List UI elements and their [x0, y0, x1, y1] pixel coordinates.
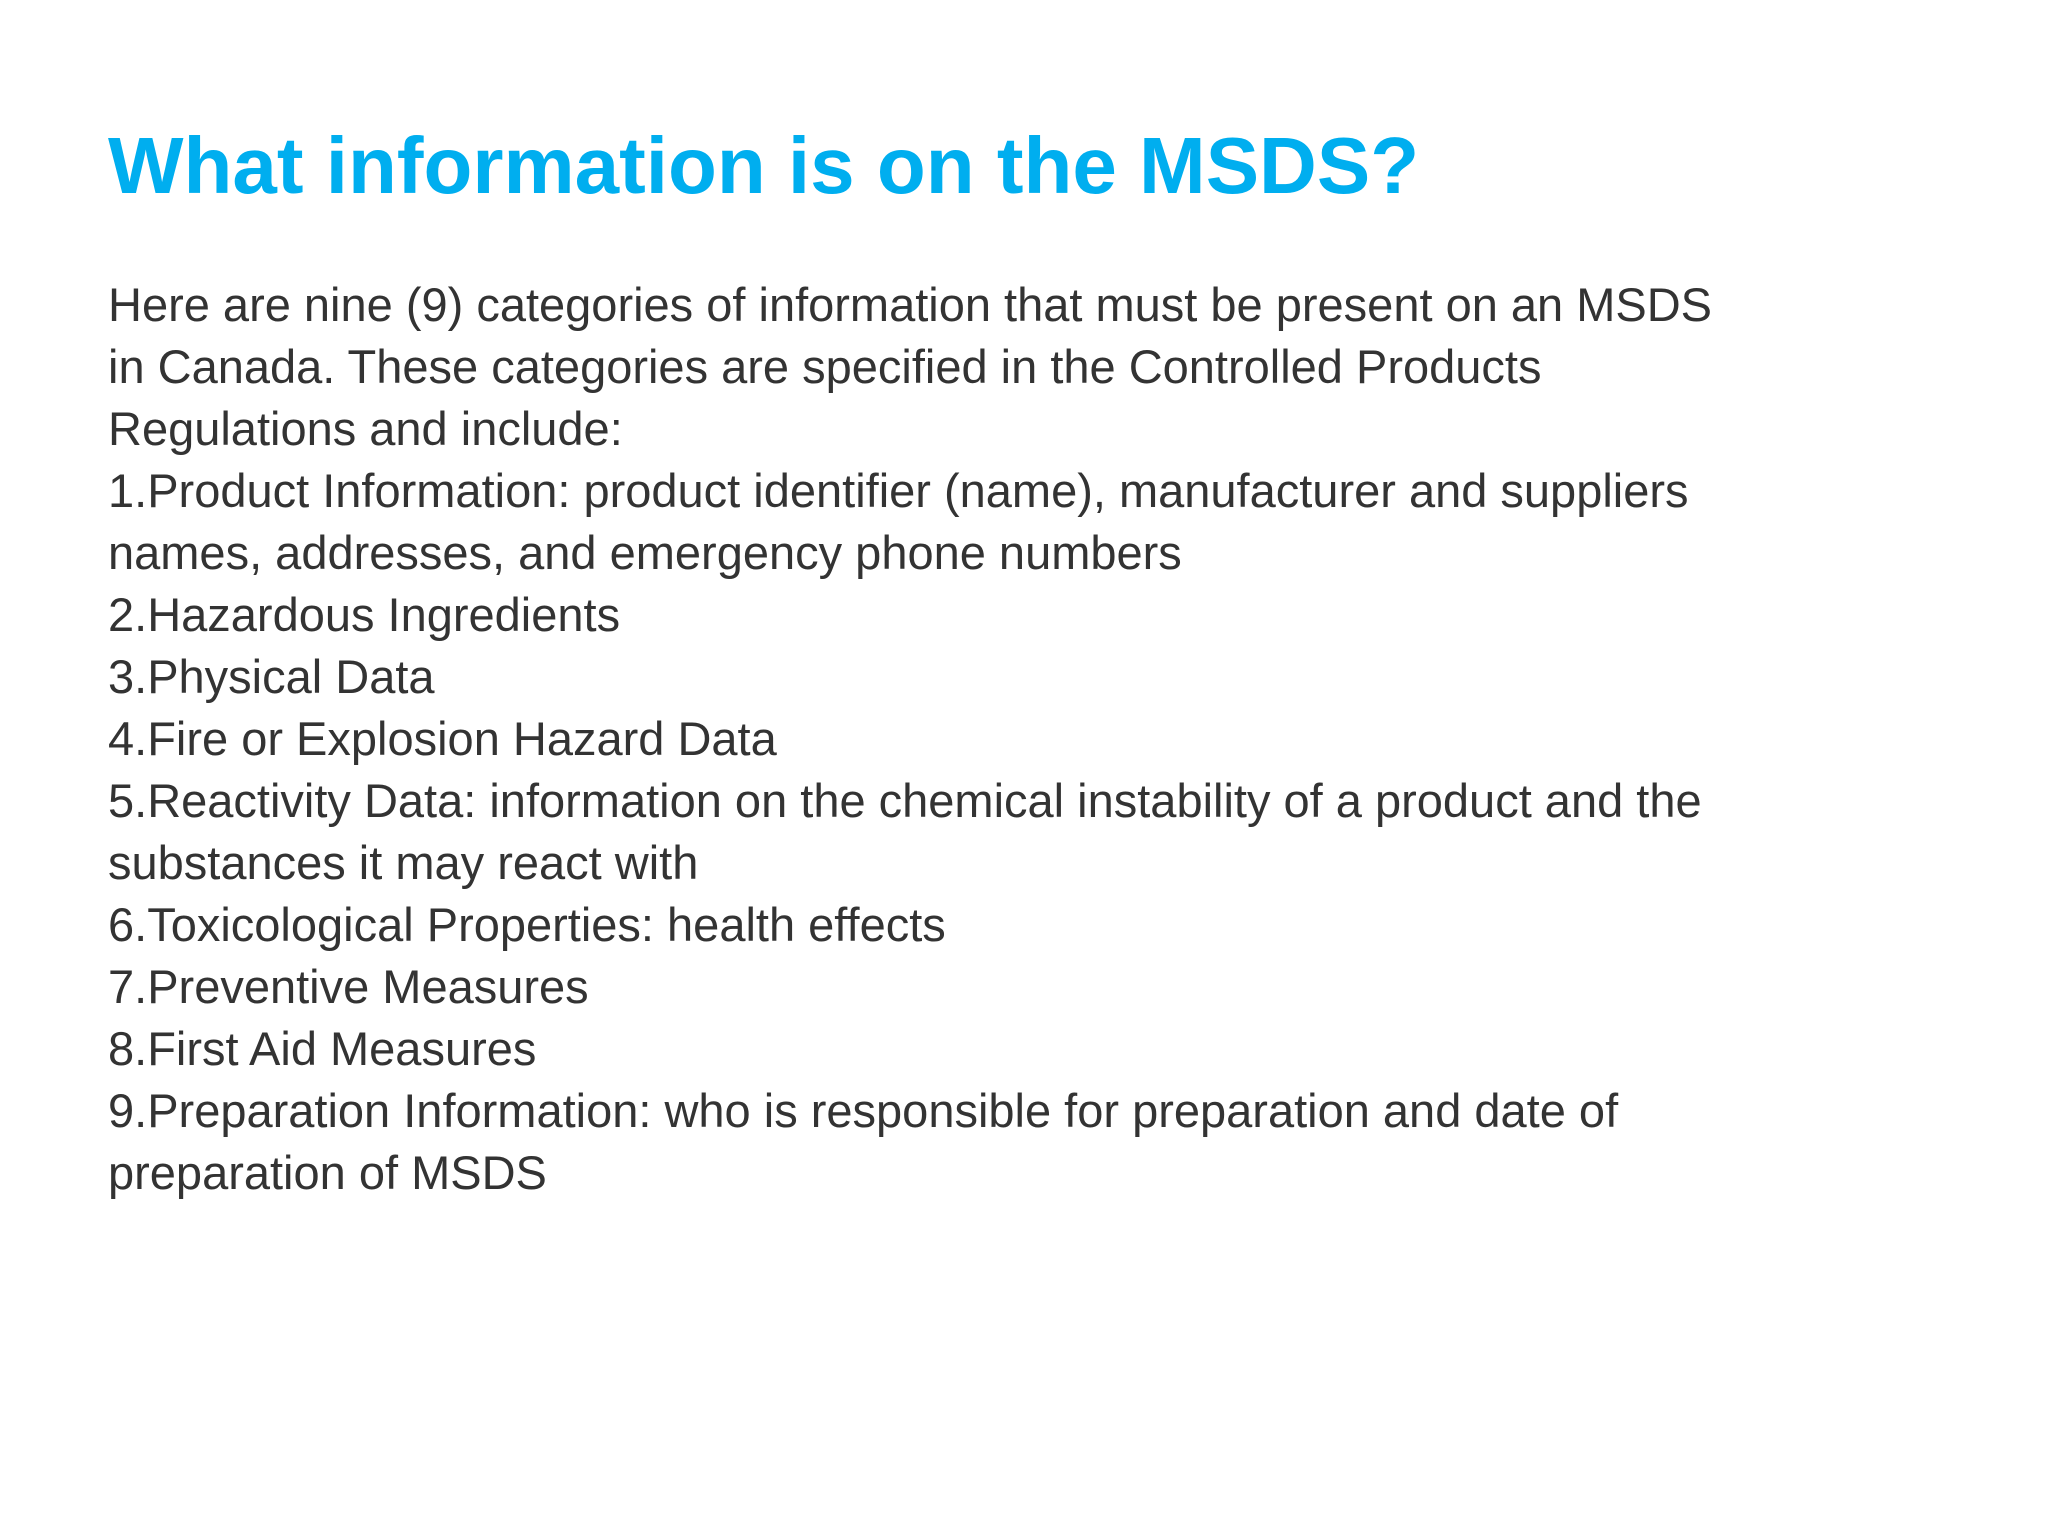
list-item-1: 1.Product Information: product identifier (name), manufacturer and suppliers: [108, 464, 1689, 517]
list-item-9-continued: preparation of MSDS: [108, 1146, 547, 1199]
list-item-9: 9.Preparation Information: who is responsible for preparation and date of: [108, 1084, 1619, 1137]
slide-body: [108, 274, 1968, 1204]
list-item-4: 4.Fire or Explosion Hazard Data: [108, 712, 777, 765]
list-item-5-continued: substances it may react with: [108, 836, 699, 889]
list-item-2: 2.Hazardous Ingredients: [108, 588, 621, 641]
list-item-1-continued: names, addresses, and emergency phone numbers: [108, 526, 1182, 579]
list-item-8: 8.First Aid Measures: [108, 1022, 537, 1075]
list-item-5: 5.Reactivity Data: information on the chemical instability of a product and the: [108, 774, 1702, 827]
intro-line-3: Regulations and include:: [108, 402, 623, 455]
slide-title: What information is on the MSDS?: [108, 121, 1420, 210]
intro-line-2: in Canada. These categories are specified in the Controlled Products: [108, 340, 1542, 393]
list-item-6: 6.Toxicological Properties: health effects: [108, 898, 946, 951]
list-item-3: 3.Physical Data: [108, 650, 435, 703]
list-item-7: 7.Preventive Measures: [108, 960, 589, 1013]
intro-line-1: Here are nine (9) categories of information that must be present on an MSDS: [108, 278, 1713, 331]
